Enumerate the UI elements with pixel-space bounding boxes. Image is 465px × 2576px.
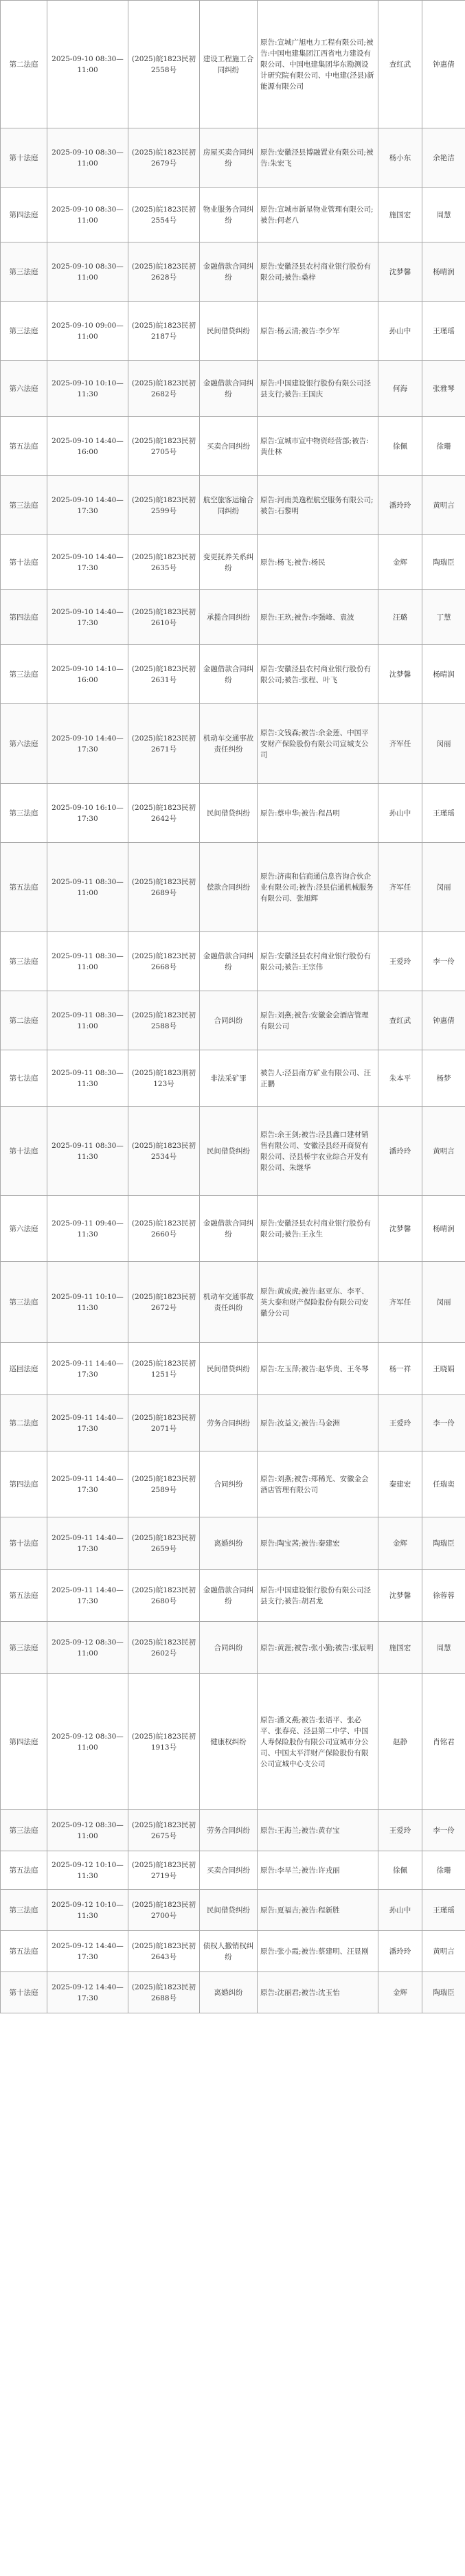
judge-cell: 王爱玲 — [378, 1395, 422, 1451]
clerk-cell: 李一伶 — [422, 932, 465, 991]
case-number-cell: (2025)皖1823民初2628号 — [128, 242, 200, 302]
courtroom-cell: 第四法庭 — [1, 1451, 47, 1517]
case-number-cell: (2025)皖1823民初1251号 — [128, 1343, 200, 1395]
courtroom-cell: 第六法庭 — [1, 704, 47, 784]
judge-cell: 杨一祥 — [378, 1343, 422, 1395]
courtroom-cell: 第十法庭 — [1, 1107, 47, 1196]
parties-cell: 原告:中国建设银行股份有限公司泾县支行;被告:王国庆 — [258, 361, 378, 417]
judge-cell: 金辉 — [378, 1517, 422, 1570]
judge-cell: 齐军任 — [378, 843, 422, 932]
time-cell: 2025-09-10 08:30—11:00 — [47, 242, 128, 302]
judge-cell: 齐军任 — [378, 1262, 422, 1343]
clerk-cell: 徐珊 — [422, 417, 465, 476]
courtroom-cell: 第四法庭 — [1, 188, 47, 242]
case-number-cell: (2025)皖1823民初2635号 — [128, 535, 200, 590]
case-number-cell: (2025)皖1823民初2558号 — [128, 1, 200, 128]
time-cell: 2025-09-11 14:40—17:30 — [47, 1570, 128, 1622]
case-number-cell: (2025)皖1823民初2187号 — [128, 302, 200, 361]
table-row — [1, 1517, 465, 1570]
judge-cell: 施国宏 — [378, 188, 422, 242]
courtroom-cell: 第六法庭 — [1, 1196, 47, 1262]
judge-cell: 金辉 — [378, 1972, 422, 2013]
case-number-cell: (2025)皖1823民初1913号 — [128, 1674, 200, 1810]
time-cell: 2025-09-11 08:30—11:00 — [47, 932, 128, 991]
case-number-cell: (2025)皖1823民初2700号 — [128, 1890, 200, 1931]
clerk-cell: 陶瑞臣 — [422, 1972, 465, 2013]
cause-cell: 房屋买卖合同纠纷 — [200, 128, 258, 188]
clerk-cell: 王瑾瑶 — [422, 1890, 465, 1931]
time-cell: 2025-09-10 14:10—16:00 — [47, 645, 128, 704]
judge-cell: 查红武 — [378, 1, 422, 128]
clerk-cell: 闵丽 — [422, 1262, 465, 1343]
table-row — [1, 645, 465, 704]
parties-cell: 原告:蔡申华;被告:程昌明 — [258, 784, 378, 843]
time-cell: 2025-09-11 08:30—11:00 — [47, 991, 128, 1050]
courtroom-cell: 第三法庭 — [1, 1890, 47, 1931]
table-row — [1, 1972, 465, 2013]
time-cell: 2025-09-10 14:40—17:30 — [47, 535, 128, 590]
clerk-cell: 王瑾瑶 — [422, 302, 465, 361]
time-cell: 2025-09-10 08:30—11:00 — [47, 188, 128, 242]
parties-cell: 原告:济南和信商通信息咨询合伙企业有限公司;被告:泾县信通机械服务有限公司、张旭辉 — [258, 843, 378, 932]
courtroom-cell: 第十法庭 — [1, 1517, 47, 1570]
case-number-cell: (2025)皖1823民初2599号 — [128, 476, 200, 535]
case-number-cell: (2025)皖1823民初2671号 — [128, 704, 200, 784]
cause-cell: 航空旅客运输合同纠纷 — [200, 476, 258, 535]
parties-cell: 原告:潘文燕;被告:张语平、张必平、张春亮、泾县第二中学、中国人寿保险股份有限公司宣城市分公司、中国太平洋财产保险股份有限公司宣城中心支公司 — [258, 1674, 378, 1810]
case-number-cell: (2025)皖1823民初2719号 — [128, 1851, 200, 1890]
cause-cell: 金融借款合同纠纷 — [200, 242, 258, 302]
cause-cell: 金融借款合同纠纷 — [200, 645, 258, 704]
table-row — [1, 932, 465, 991]
courtroom-cell: 第四法庭 — [1, 1674, 47, 1810]
courtroom-cell: 第三法庭 — [1, 1810, 47, 1851]
case-number-cell: (2025)皖1823民初2589号 — [128, 1451, 200, 1517]
clerk-cell: 闵丽 — [422, 843, 465, 932]
table-row — [1, 1810, 465, 1851]
judge-cell: 孙山中 — [378, 1890, 422, 1931]
judge-cell: 潘玲玲 — [378, 1931, 422, 1972]
parties-cell: 原告:左玉萍;被告:赵华贵、王冬琴 — [258, 1343, 378, 1395]
parties-cell: 原告:宣城市宣中物资经营部;被告:黄仕林 — [258, 417, 378, 476]
table-row — [1, 302, 465, 361]
cause-cell: 金融借款合同纠纷 — [200, 361, 258, 417]
clerk-cell: 李一伶 — [422, 1395, 465, 1451]
clerk-cell: 周慧 — [422, 1622, 465, 1674]
judge-cell: 沈梦馨 — [378, 1570, 422, 1622]
judge-cell: 沈梦馨 — [378, 645, 422, 704]
schedule-body — [1, 1, 465, 2013]
case-number-cell: (2025)皖1823民初2682号 — [128, 361, 200, 417]
parties-cell: 原告:宣城市新星物业管理有限公司;被告:何老八 — [258, 188, 378, 242]
judge-cell: 潘玲玲 — [378, 1107, 422, 1196]
courtroom-cell: 第十法庭 — [1, 535, 47, 590]
parties-cell: 原告:王玖;被告:李强峰、袁波 — [258, 590, 378, 645]
judge-cell: 徐佩 — [378, 1851, 422, 1890]
courtroom-cell: 第十法庭 — [1, 1972, 47, 2013]
cause-cell: 劳务合同纠纷 — [200, 1395, 258, 1451]
time-cell: 2025-09-12 14:40—17:30 — [47, 1931, 128, 1972]
cause-cell: 金融借款合同纠纷 — [200, 1570, 258, 1622]
clerk-cell: 杨晴润 — [422, 1196, 465, 1262]
clerk-cell: 王瑾瑶 — [422, 784, 465, 843]
cause-cell: 民间借贷纠纷 — [200, 1107, 258, 1196]
cause-cell: 建设工程施工合同纠纷 — [200, 1, 258, 128]
case-number-cell: (2025)皖1823民初2675号 — [128, 1810, 200, 1851]
courtroom-cell: 第三法庭 — [1, 476, 47, 535]
cause-cell: 离婚纠纷 — [200, 1972, 258, 2013]
judge-cell: 赵静 — [378, 1674, 422, 1810]
case-number-cell: (2025)皖1823民初2602号 — [128, 1622, 200, 1674]
parties-cell: 原告:安徽泾县农村商业银行股份有限公司;被告:桑梓 — [258, 242, 378, 302]
case-number-cell: (2025)皖1823民初2688号 — [128, 1972, 200, 2013]
time-cell: 2025-09-12 10:10—11:30 — [47, 1851, 128, 1890]
clerk-cell: 钟惠倩 — [422, 991, 465, 1050]
parties-cell: 原告:安徽泾县农村商业银行股份有限公司;被告:王永生 — [258, 1196, 378, 1262]
case-number-cell: (2025)皖1823民初2588号 — [128, 991, 200, 1050]
time-cell: 2025-09-10 09:00—11:00 — [47, 302, 128, 361]
case-number-cell: (2025)皖1823民初2534号 — [128, 1107, 200, 1196]
time-cell: 2025-09-11 14:40—17:30 — [47, 1517, 128, 1570]
courtroom-cell: 第三法庭 — [1, 645, 47, 704]
cause-cell: 债权人撤销权纠纷 — [200, 1931, 258, 1972]
parties-cell: 原告:黄成虎;被告:赵亚东、李平、英大泰和财产保险股份有限公司安徽分公司 — [258, 1262, 378, 1343]
table-row — [1, 590, 465, 645]
clerk-cell: 徐珊 — [422, 1851, 465, 1890]
time-cell: 2025-09-11 14:40—17:30 — [47, 1451, 128, 1517]
parties-cell: 原告:安徽泾县农村商业银行股份有限公司;被告:王宗伟 — [258, 932, 378, 991]
case-number-cell: (2025)皖1823民初2680号 — [128, 1570, 200, 1622]
judge-cell: 秦建宏 — [378, 1451, 422, 1517]
time-cell: 2025-09-10 08:30—11:00 — [47, 128, 128, 188]
table-row — [1, 843, 465, 932]
parties-cell: 原告:汝益文;被告:马金洲 — [258, 1395, 378, 1451]
parties-cell: 原告:黄涯;被告:张小勤;被告:张辰明 — [258, 1622, 378, 1674]
table-row — [1, 1050, 465, 1107]
courtroom-cell: 第二法庭 — [1, 1, 47, 128]
cause-cell: 离婚纠纷 — [200, 1517, 258, 1570]
clerk-cell: 陶瑞臣 — [422, 1517, 465, 1570]
time-cell: 2025-09-12 08:30—11:00 — [47, 1622, 128, 1674]
cause-cell: 买卖合同纠纷 — [200, 417, 258, 476]
table-row — [1, 1107, 465, 1196]
cause-cell: 合同纠纷 — [200, 1622, 258, 1674]
clerk-cell: 钟惠倩 — [422, 1, 465, 128]
clerk-cell: 肖铭君 — [422, 1674, 465, 1810]
cause-cell: 变更抚养关系纠纷 — [200, 535, 258, 590]
time-cell: 2025-09-10 16:10—17:30 — [47, 784, 128, 843]
judge-cell: 何海 — [378, 361, 422, 417]
cause-cell: 金融借款合同纠纷 — [200, 932, 258, 991]
cause-cell: 机动车交通事故责任纠纷 — [200, 1262, 258, 1343]
cause-cell: 偿款合同纠纷 — [200, 843, 258, 932]
parties-cell: 原告:王海兰;被告:黄存宝 — [258, 1810, 378, 1851]
table-row — [1, 417, 465, 476]
cause-cell: 非法采矿罪 — [200, 1050, 258, 1107]
table-row — [1, 188, 465, 242]
parties-cell: 原告:沈丽君;被告:沈玉怡 — [258, 1972, 378, 2013]
case-number-cell: (2025)皖1823民初2689号 — [128, 843, 200, 932]
table-row — [1, 1851, 465, 1890]
courtroom-cell: 第三法庭 — [1, 932, 47, 991]
table-row — [1, 991, 465, 1050]
judge-cell: 杨小东 — [378, 128, 422, 188]
time-cell: 2025-09-12 10:10—11:30 — [47, 1890, 128, 1931]
table-row — [1, 1451, 465, 1517]
table-row — [1, 1674, 465, 1810]
table-row — [1, 1395, 465, 1451]
judge-cell: 沈梦馨 — [378, 1196, 422, 1262]
clerk-cell: 任瑞奕 — [422, 1451, 465, 1517]
time-cell: 2025-09-10 10:10—11:30 — [47, 361, 128, 417]
case-number-cell: (2025)皖1823民初2660号 — [128, 1196, 200, 1262]
time-cell: 2025-09-11 14:40—17:30 — [47, 1343, 128, 1395]
judge-cell: 沈梦馨 — [378, 242, 422, 302]
judge-cell: 孙山中 — [378, 302, 422, 361]
table-row — [1, 1890, 465, 1931]
judge-cell: 孙山中 — [378, 784, 422, 843]
time-cell: 2025-09-10 14:40—17:30 — [47, 704, 128, 784]
parties-cell: 原告:陶宝茜;被告:秦建宏 — [258, 1517, 378, 1570]
parties-cell: 原告:李旱兰;被告:许戎丽 — [258, 1851, 378, 1890]
courtroom-cell: 第二法庭 — [1, 1395, 47, 1451]
parties-cell: 原告:杨飞;被告:杨民 — [258, 535, 378, 590]
judge-cell: 金辉 — [378, 535, 422, 590]
time-cell: 2025-09-11 10:10—11:30 — [47, 1262, 128, 1343]
time-cell: 2025-09-10 14:40—17:30 — [47, 590, 128, 645]
judge-cell: 查红武 — [378, 991, 422, 1050]
table-row — [1, 1, 465, 128]
clerk-cell: 杨晴润 — [422, 242, 465, 302]
courtroom-cell: 第七法庭 — [1, 1050, 47, 1107]
time-cell: 2025-09-11 08:30—11:00 — [47, 843, 128, 932]
case-number-cell: (2025)皖1823民初2705号 — [128, 417, 200, 476]
time-cell: 2025-09-10 14:40—17:30 — [47, 476, 128, 535]
time-cell: 2025-09-12 14:40—17:30 — [47, 1972, 128, 2013]
courtroom-cell: 第三法庭 — [1, 302, 47, 361]
clerk-cell: 黄明言 — [422, 1107, 465, 1196]
case-number-cell: (2025)皖1823民初2672号 — [128, 1262, 200, 1343]
time-cell: 2025-09-10 14:40—16:00 — [47, 417, 128, 476]
parties-cell: 被告人:泾县南方矿业有限公司、汪正鹏 — [258, 1050, 378, 1107]
cause-cell: 民间借贷纠纷 — [200, 1890, 258, 1931]
cause-cell: 机动车交通事故责任纠纷 — [200, 704, 258, 784]
case-number-cell: (2025)皖1823民初2610号 — [128, 590, 200, 645]
case-number-cell: (2025)皖1823民初2668号 — [128, 932, 200, 991]
cause-cell: 金融借款合同纠纷 — [200, 1196, 258, 1262]
case-number-cell: (2025)皖1823民初2643号 — [128, 1931, 200, 1972]
parties-cell: 原告:安徽泾县农村商业银行股份有限公司;被告:张程、叶飞 — [258, 645, 378, 704]
clerk-cell: 张雅琴 — [422, 361, 465, 417]
time-cell: 2025-09-10 08:30—11:00 — [47, 1, 128, 128]
table-row — [1, 128, 465, 188]
table-row — [1, 476, 465, 535]
courtroom-cell: 第五法庭 — [1, 1851, 47, 1890]
courtroom-cell: 第三法庭 — [1, 242, 47, 302]
time-cell: 2025-09-11 08:30—11:30 — [47, 1050, 128, 1107]
table-row — [1, 1262, 465, 1343]
courtroom-cell: 第三法庭 — [1, 1262, 47, 1343]
cause-cell: 健康权纠纷 — [200, 1674, 258, 1810]
courtroom-cell: 第五法庭 — [1, 1931, 47, 1972]
courtroom-cell: 第六法庭 — [1, 361, 47, 417]
clerk-cell: 李一伶 — [422, 1810, 465, 1851]
judge-cell: 徐佩 — [378, 417, 422, 476]
judge-cell: 王爱玲 — [378, 932, 422, 991]
table-row — [1, 535, 465, 590]
courtroom-cell: 第五法庭 — [1, 843, 47, 932]
time-cell: 2025-09-11 09:40—11:30 — [47, 1196, 128, 1262]
time-cell: 2025-09-12 08:30—11:00 — [47, 1674, 128, 1810]
case-number-cell: (2025)皖1823民初2679号 — [128, 128, 200, 188]
judge-cell: 朱本平 — [378, 1050, 422, 1107]
cause-cell: 物业服务合同纠纷 — [200, 188, 258, 242]
parties-cell: 原告:宣城广旭电力工程有限公司;被告:中国电建集团江西省电力建设有限公司、中国电建集团华东勘测设计研究院有限公司、中电建(泾县)新能源有限公司 — [258, 1, 378, 128]
parties-cell: 原告:中国建设银行股份有限公司泾县支行;被告:胡君龙 — [258, 1570, 378, 1622]
table-row — [1, 1570, 465, 1622]
courtroom-cell: 第二法庭 — [1, 991, 47, 1050]
parties-cell: 原告:刘燕;被告:安徽金会酒店管理有限公司 — [258, 991, 378, 1050]
judge-cell: 王爱玲 — [378, 1810, 422, 1851]
courtroom-cell: 第三法庭 — [1, 1622, 47, 1674]
cause-cell: 民间借贷纠纷 — [200, 784, 258, 843]
clerk-cell: 余艳洁 — [422, 128, 465, 188]
parties-cell: 原告:杨云清;被告:李少军 — [258, 302, 378, 361]
time-cell: 2025-09-11 14:40—17:30 — [47, 1395, 128, 1451]
clerk-cell: 陶瑞臣 — [422, 535, 465, 590]
table-row — [1, 361, 465, 417]
clerk-cell: 杨晴润 — [422, 645, 465, 704]
time-cell: 2025-09-11 08:30—11:30 — [47, 1107, 128, 1196]
table-row — [1, 1931, 465, 1972]
table-row — [1, 1196, 465, 1262]
parties-cell: 原告:文钱森;被告:余金莲、中国平安财产保险股份有限公司宣城支公司 — [258, 704, 378, 784]
cause-cell: 合同纠纷 — [200, 991, 258, 1050]
clerk-cell: 杨梦 — [422, 1050, 465, 1107]
parties-cell: 原告:夏福吉;被告:程新胜 — [258, 1890, 378, 1931]
case-number-cell: (2025)皖1823民初2659号 — [128, 1517, 200, 1570]
parties-cell: 原告:张小霞;被告:蔡建明、汪显刚 — [258, 1931, 378, 1972]
judge-cell: 齐军任 — [378, 704, 422, 784]
clerk-cell: 周慧 — [422, 188, 465, 242]
table-row — [1, 1343, 465, 1395]
clerk-cell: 闵丽 — [422, 704, 465, 784]
clerk-cell: 王晓娟 — [422, 1343, 465, 1395]
cause-cell: 民间借贷纠纷 — [200, 1343, 258, 1395]
courtroom-cell: 巡回法庭 — [1, 1343, 47, 1395]
table-row — [1, 704, 465, 784]
courtroom-cell: 第十法庭 — [1, 128, 47, 188]
case-number-cell: (2025)皖1823民初2071号 — [128, 1395, 200, 1451]
courtroom-cell: 第四法庭 — [1, 590, 47, 645]
courtroom-cell: 第五法庭 — [1, 1570, 47, 1622]
cause-cell: 买卖合同纠纷 — [200, 1851, 258, 1890]
cause-cell: 劳务合同纠纷 — [200, 1810, 258, 1851]
time-cell: 2025-09-12 08:30—11:00 — [47, 1810, 128, 1851]
cause-cell: 承揽合同纠纷 — [200, 590, 258, 645]
case-number-cell: (2025)皖1823刑初123号 — [128, 1050, 200, 1107]
case-number-cell: (2025)皖1823民初2631号 — [128, 645, 200, 704]
courtroom-cell: 第五法庭 — [1, 417, 47, 476]
case-number-cell: (2025)皖1823民初2554号 — [128, 188, 200, 242]
courtroom-cell: 第三法庭 — [1, 784, 47, 843]
clerk-cell: 黄明言 — [422, 1931, 465, 1972]
clerk-cell: 黄明言 — [422, 476, 465, 535]
clerk-cell: 丁慧 — [422, 590, 465, 645]
judge-cell: 施国宏 — [378, 1622, 422, 1674]
parties-cell: 原告:河南美逸程航空服务有限公司;被告:石黎明 — [258, 476, 378, 535]
judge-cell: 潘玲玲 — [378, 476, 422, 535]
cause-cell: 合同纠纷 — [200, 1451, 258, 1517]
case-number-cell: (2025)皖1823民初2642号 — [128, 784, 200, 843]
parties-cell: 原告:安徽泾县博融置业有限公司;被告:朱宏飞 — [258, 128, 378, 188]
clerk-cell: 徐蓉蓉 — [422, 1570, 465, 1622]
parties-cell: 原告:刘燕;被告:郑稀光、安徽金会酒店管理有限公司 — [258, 1451, 378, 1517]
parties-cell: 原告:余王剑;被告:泾县鑫口建材销售有限公司、安徽泾县经开商贸有限公司、泾县桥宇农业综合开发有限公司、朱继华 — [258, 1107, 378, 1196]
table-row — [1, 242, 465, 302]
table-row — [1, 1622, 465, 1674]
cause-cell: 民间借贷纠纷 — [200, 302, 258, 361]
table-row — [1, 784, 465, 843]
judge-cell: 汪璐 — [378, 590, 422, 645]
